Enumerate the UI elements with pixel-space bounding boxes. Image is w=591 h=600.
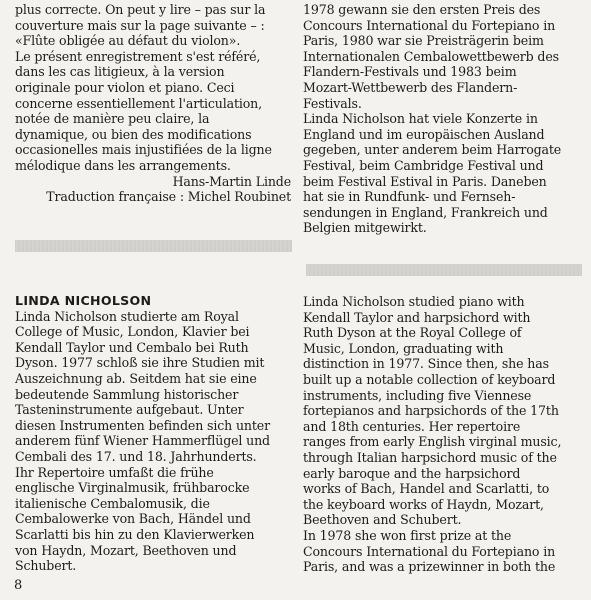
section-heading: LINDA NICHOLSON xyxy=(15,293,152,308)
french-paragraph-2: Le présent enregistrement s'est référé, dans les cas litigieux, à la version originale pour violon et piano. Ceci concerne essentiellement l'articulation, notée de manière peu claire, la dynamique, ou bien des modifications occasionelles mais injustifiées de la ligne mélodique dans les arrangements. xyxy=(15,48,272,173)
bio-german: Linda Nicholson studierte am Royal College of Music, London, Klavier bei Kendall Taylor und Cembalo bei Ruth Dyson. 1977 schloß sie ihre Studien mit Auszeichnung ab. Seitdem hat sie eine bedeutende Sammlung historischer Tasteninstrumente aufgebaut. Unter diesen Instrumenten befinden sich unter anderem fünf Wiener Hammerflügel und Cembali des 17. und 18. Jahrhunderts. Ihr Repertoire umfaßt die frühe englische Virginalmusik, frühbarocke italienische Cembalomusik, die Cembalowerke von Bach, Händel und Scarlatti bis hin zu den Klavierwerken von Haydn, Mozart, Beethoven und Schubert. xyxy=(15,308,270,574)
french-paragraph-1: plus correcte. On peut y lire – pas sur la couverture mais sur la page suivante – : «Flûte obligée au défaut du violon». xyxy=(15,2,266,49)
divider-band-right xyxy=(306,264,582,276)
translation-credit: Traduction française : Michel Roubinet xyxy=(46,189,291,205)
left-column-top xyxy=(15,2,291,205)
german-paragraph-awards: 1978 gewann sie den ersten Preis des Concours International du Fortepiano in Paris, 1980 war sie Preisträgerin beim Internationalen Cembalowettbewerb des Flandern-Festivals und 1983 beim Mozart-Wettbewerb des Flandern- Festivals. xyxy=(303,2,559,111)
divider-band-left xyxy=(15,240,292,252)
right-column-top xyxy=(303,2,588,236)
german-paragraph-concerts: Linda Nicholson hat viele Konzerte in England und im europäischen Ausland gegeben, unter anderem beim Harrogate Festival, beim Cambridge Festival und beim Festival Estival in Paris. Daneben hat sie in Rundfunk- und Fernseh- sendungen in England, Frankreich und Belgien mitgewirkt. xyxy=(303,111,562,236)
author-signature: Hans-Martin Linde xyxy=(172,173,291,189)
page-number: 8 xyxy=(14,578,23,593)
left-column-bottom xyxy=(15,293,291,574)
bio-english-paragraph-2: In 1978 she won first prize at the Concours International du Fortepiano in Paris, and was a prizewinner in both the xyxy=(303,527,556,575)
bio-english-paragraph-1: Linda Nicholson studied piano with Kendall Taylor and harpsichord with Ruth Dyson at the Royal College of Music, London, graduating with distinction in 1977. Since then, she has built up a notable collection of keyboard instruments, including five Viennese fortepianos and harpsichords of the 17th and 18th centuries. Her repertoire ranges from early English virginal music, through Italian harpsichord music of the early baroque and the harpsichord works of Bach, Handel and Scarlatti, to the keyboard works of Haydn, Mozart, Beethoven and Schubert. xyxy=(303,294,562,528)
right-column-bottom xyxy=(303,294,588,575)
